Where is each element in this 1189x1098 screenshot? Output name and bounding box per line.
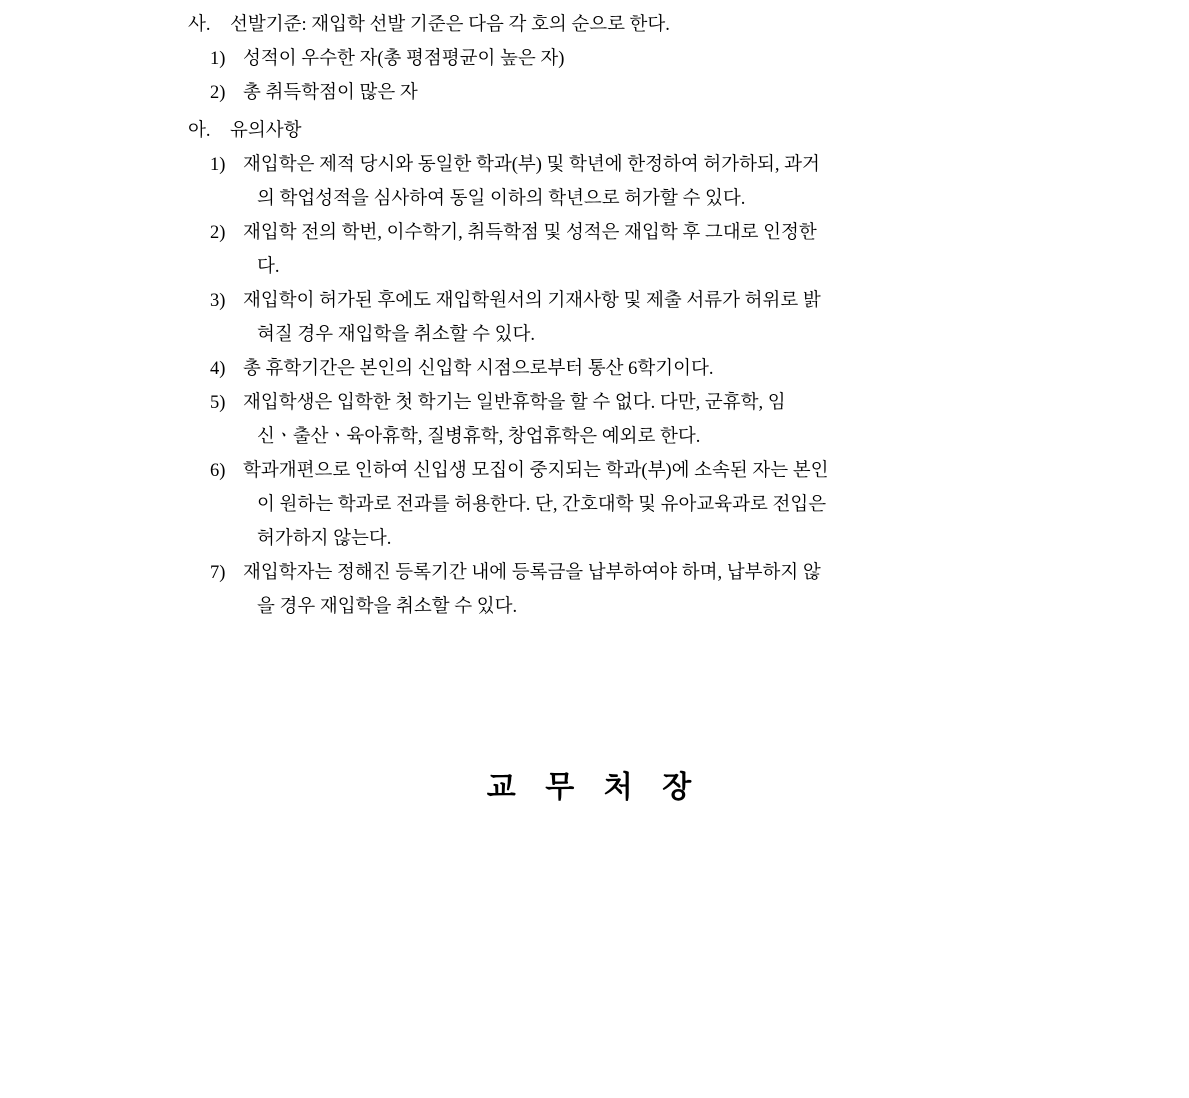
list-item-marker: 7) bbox=[210, 563, 226, 583]
list-item-line: 재입학생은 입학한 첫 학기는 일반휴학을 할 수 없다. 다만, 군휴학, 임 bbox=[243, 393, 786, 413]
list-item-line: 이 원하는 학과로 전과를 허용한다. 단, 간호대학 및 유아교육과로 전입은 bbox=[257, 495, 827, 515]
list-item-marker: 3) bbox=[210, 291, 226, 311]
list-item bbox=[188, 148, 1021, 216]
section-heading-sa bbox=[188, 8, 1021, 42]
list-item-marker: 1) bbox=[210, 49, 226, 69]
section-marker: 아. bbox=[188, 121, 211, 141]
list-item bbox=[188, 386, 1021, 454]
list-item-line: 을 경우 재입학을 취소할 수 있다. bbox=[257, 597, 518, 617]
list-item bbox=[188, 42, 1021, 76]
list-item-line: 재입학자는 정해진 등록기간 내에 등록금을 납부하여야 하며, 납부하지 않 bbox=[243, 563, 821, 583]
list-item-text: 총 취득학점이 많은 자 bbox=[243, 83, 418, 103]
list-item-marker: 1) bbox=[210, 155, 226, 175]
list-item-marker: 5) bbox=[210, 393, 226, 413]
section-marker: 사. bbox=[188, 15, 211, 35]
list-item-line: 다. bbox=[257, 257, 280, 277]
list-item-text bbox=[243, 148, 1021, 216]
list-item-line: 재입학 전의 학번, 이수학기, 취득학점 및 성적은 재입학 후 그대로 인정한 bbox=[243, 223, 817, 243]
list-item-text bbox=[243, 556, 1021, 624]
list-item-text bbox=[243, 454, 1021, 556]
list-item-text: 성적이 우수한 자(총 평점평균이 높은 자) bbox=[243, 49, 565, 69]
list-item bbox=[188, 454, 1021, 556]
section-heading-ah bbox=[188, 114, 1021, 148]
list-item-line: 신ㆍ출산ㆍ육아휴학, 질병휴학, 창업휴학은 예외로 한다. bbox=[257, 427, 701, 447]
list-item-text bbox=[243, 284, 1021, 352]
list-item-line: 혀질 경우 재입학을 취소할 수 있다. bbox=[257, 325, 535, 345]
list-item-line: 총 휴학기간은 본인의 신입학 시점으로부터 통산 6학기이다. bbox=[243, 359, 714, 379]
section-heading-text: 선발기준: 재입학 선발 기준은 다음 각 호의 순으로 한다. bbox=[230, 15, 670, 35]
list-item-line: 학과개편으로 인하여 신입생 모집이 중지되는 학과(부)에 소속된 자는 본인 bbox=[243, 461, 829, 481]
list-item-marker: 2) bbox=[210, 223, 226, 243]
list-item bbox=[188, 76, 1021, 110]
list-item bbox=[188, 556, 1021, 624]
list-item-marker: 4) bbox=[210, 359, 226, 379]
list-item-line: 재입학은 제적 당시와 동일한 학과(부) 및 학년에 한정하여 허가하되, 과거 bbox=[243, 155, 820, 175]
section-heading-text: 유의사항 bbox=[230, 121, 302, 141]
list-item-text bbox=[243, 386, 1021, 454]
list-item bbox=[188, 284, 1021, 352]
list-item-line: 허가하지 않는다. bbox=[257, 529, 392, 549]
signature-line: 교 무 처 장 bbox=[486, 771, 703, 804]
list-item-line: 의 학업성적을 심사하여 동일 이하의 학년으로 허가할 수 있다. bbox=[257, 189, 746, 209]
list-item-text bbox=[243, 216, 1021, 284]
list-item-text bbox=[243, 352, 1021, 386]
list-item-line: 재입학이 허가된 후에도 재입학원서의 기재사항 및 제출 서류가 허위로 밝 bbox=[243, 291, 821, 311]
list-item bbox=[188, 352, 1021, 386]
list-item-marker: 6) bbox=[210, 461, 226, 481]
list-item bbox=[188, 216, 1021, 284]
list-item-marker: 2) bbox=[210, 83, 226, 103]
